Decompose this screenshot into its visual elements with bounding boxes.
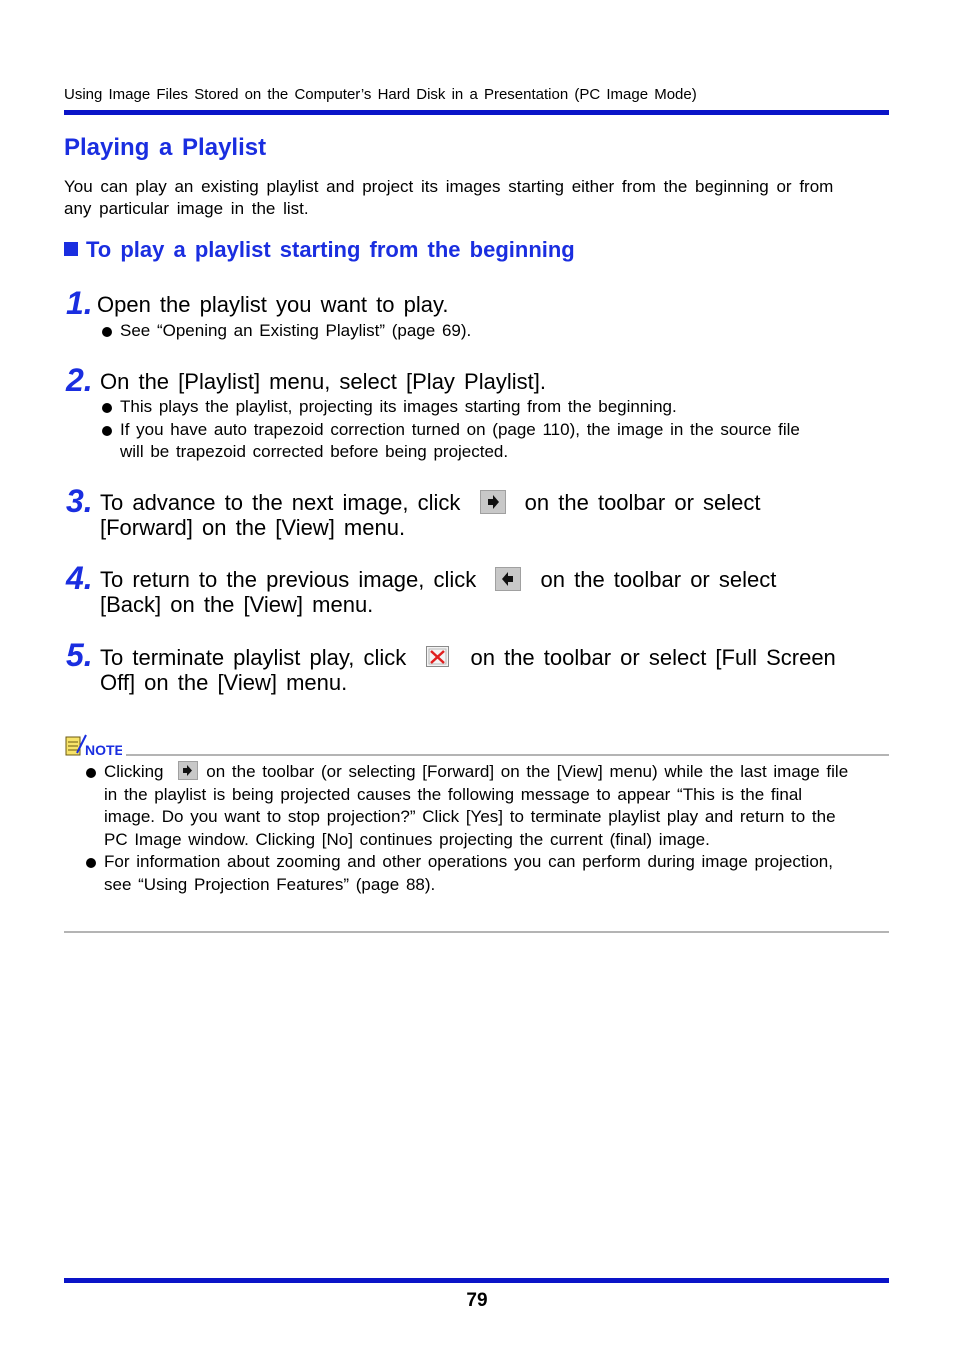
running-header: Using Image Files Stored on the Computer’s Hard Disk in a Presentation (PC Image Mode) [64, 86, 697, 103]
list-item: This plays the playlist, projecting its images starting from the beginning. [100, 396, 830, 419]
subsection-title-text: To play a playlist starting from the beginning [86, 237, 575, 262]
step-2 [66, 362, 93, 399]
list-item: See “Opening an Existing Playlist” (page 69). [100, 320, 830, 343]
step-3 [66, 483, 93, 520]
step-1 [66, 285, 93, 322]
step-number: 5. [66, 637, 93, 673]
bullet-icon [86, 858, 96, 868]
bullet-icon [102, 426, 112, 436]
header-rule [64, 110, 889, 115]
page-number: 79 [466, 1290, 488, 1311]
note-top-rule [126, 754, 889, 756]
note-bottom-rule [64, 931, 889, 933]
forward-arrow-icon [178, 761, 198, 780]
step-1-bullets [100, 320, 830, 343]
back-arrow-icon [495, 567, 521, 591]
step-number: 3. [66, 483, 93, 519]
step-number: 1. [66, 285, 93, 321]
list-item: If you have auto trapezoid correction turned on (page 110), the image in the source file will be trapezoid corrected before being projected. [100, 419, 830, 464]
full-screen-off-icon [425, 644, 451, 670]
step-number: 4. [66, 560, 93, 596]
list-item: Clicking on the toolbar (or selecting [Forward] on the [View] menu) while the last image file in the playlist is being projected causes the following message to appear “This is the final image. Do you want to stop projection?” Click [Yes] to terminate playlist play and return to the PC Image window. Clicking [No] continues projecting the current (final) image. [84, 761, 849, 851]
bullet-icon [102, 327, 112, 337]
step-3-text: To advance to the next image, click on the toolbar or select [Forward] on the [View] menu. [100, 490, 761, 540]
note-label: NOTE [85, 742, 122, 758]
subsection-title [64, 237, 575, 263]
step-4-text: To return to the previous image, click on the toolbar or select [Back] on the [View] menu. [100, 567, 777, 617]
step-2-bullets [100, 396, 830, 464]
step-5 [66, 637, 93, 674]
note-icon [64, 733, 122, 759]
footer-rule [64, 1278, 889, 1283]
step-4 [66, 560, 93, 597]
section-intro: You can play an existing playlist and project its images starting either from the beginning or from any particular image in the list. [64, 177, 834, 218]
step-2-text: On the [Playlist] menu, select [Play Playlist]. [100, 369, 546, 394]
section-title: Playing a Playlist [64, 134, 267, 161]
bullet-icon [86, 768, 96, 778]
step-1-text: Open the playlist you want to play. [97, 292, 449, 317]
square-bullet-icon [64, 242, 78, 256]
bullet-icon [102, 403, 112, 413]
list-item: For information about zooming and other operations you can perform during image projection, see “Using Projection Features” (page 88). [84, 851, 849, 896]
step-number: 2. [66, 362, 93, 398]
step-5-text: To terminate playlist play, click on the toolbar or select [Full Screen Off] on the [View] menu. [100, 645, 836, 695]
forward-arrow-icon [480, 490, 506, 514]
note-bullets [84, 761, 849, 896]
